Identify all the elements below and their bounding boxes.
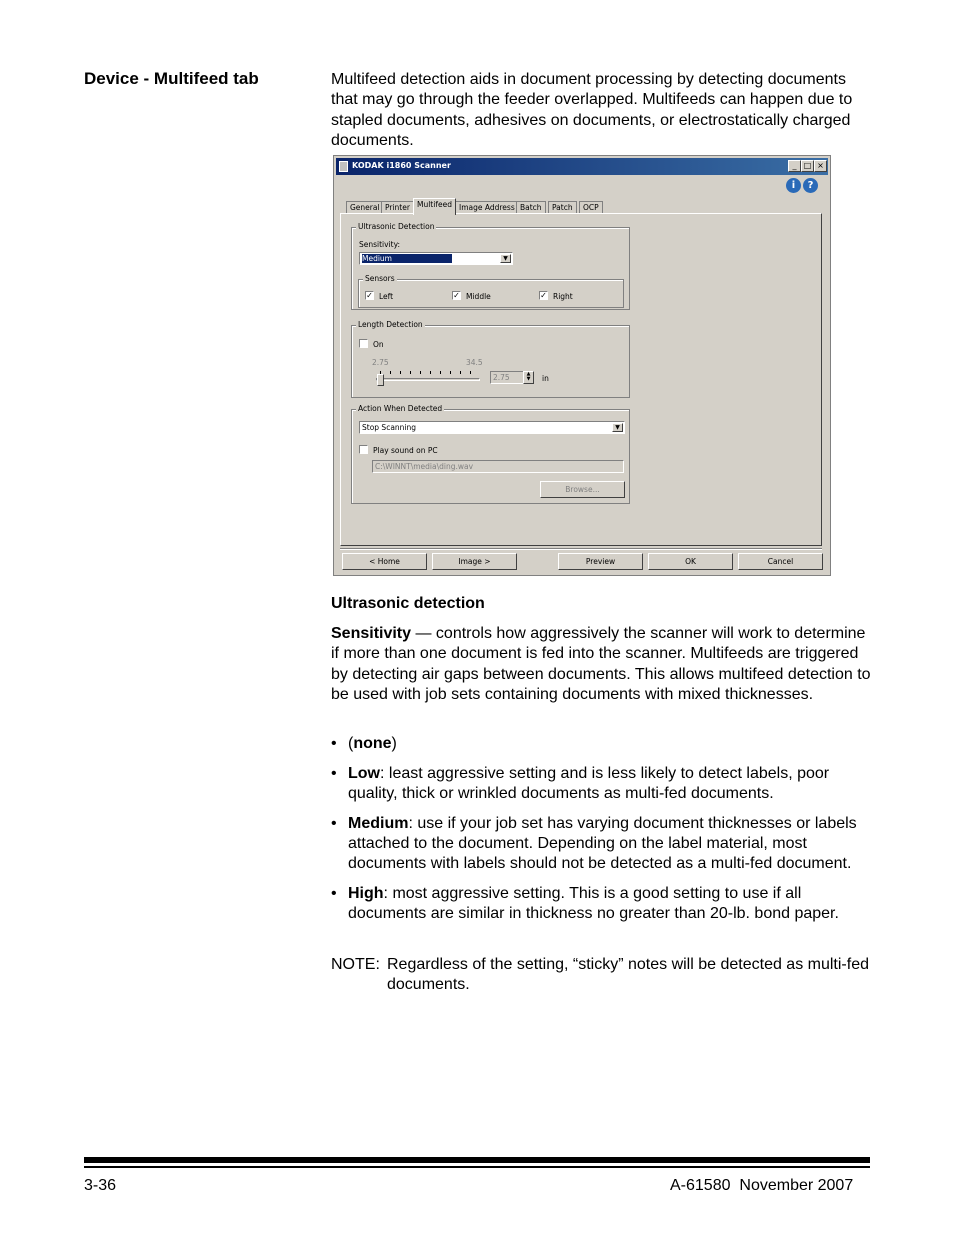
note	[331, 955, 876, 996]
action-when-detected-group	[351, 404, 630, 504]
sensitivity-description: — controls how aggressively the scanner will work to determine if more than one document is fed into the scanner. Multifeeds are triggered by detecting air gaps between documents. This allows multifeed detection to be used with job sets containing documents with mixed thicknesses.	[331, 625, 871, 703]
section-title: Device - Multifeed tab	[84, 69, 259, 88]
sensors-group	[358, 274, 624, 308]
length-slider-thumb[interactable]	[377, 374, 384, 386]
intro-paragraph: Multifeed detection aids in document processing by detecting documents that may go through the feeder overlapped. Multifeeds can happen due to stapled documents, adhesives on documents, or electrostatically charged documents.	[331, 71, 853, 149]
footer-rule-thick	[84, 1157, 870, 1163]
bullet-text: )	[391, 735, 397, 752]
page-number: 3-36	[84, 1177, 117, 1194]
button-separator	[340, 548, 822, 550]
about-icon[interactable]: i	[786, 178, 801, 193]
tab-ocp[interactable]: OCP	[579, 201, 603, 214]
cancel-button[interactable]: Cancel	[738, 553, 823, 570]
action-when-detected-legend: Action When Detected	[358, 404, 443, 413]
action-select[interactable]	[359, 421, 625, 434]
dialog-title: KODAK i1860 Scanner	[352, 161, 451, 170]
bullet: •	[331, 884, 337, 902]
help-icons	[786, 178, 820, 194]
home-button[interactable]: < Home	[342, 553, 427, 570]
footer-rule-thin	[84, 1166, 870, 1168]
action-value: Stop Scanning	[362, 423, 417, 432]
length-detection-group	[351, 320, 630, 398]
bullet-text: : least aggressive setting and is less likely to detect labels, poor quality, thick or wrinkled documents as multi-fed documents.	[348, 764, 830, 802]
tab-panel	[340, 213, 822, 546]
minimize-button[interactable]: _	[788, 160, 801, 172]
bullet: •	[331, 764, 337, 782]
tab-multifeed[interactable]: Multifeed	[413, 198, 456, 215]
tab-image-address[interactable]: Image Address	[455, 201, 519, 214]
scanner-app-icon	[339, 161, 348, 172]
tab-general[interactable]: General	[346, 201, 384, 214]
browse-button[interactable]: Browse...	[540, 481, 625, 498]
length-on-checkbox[interactable]	[359, 339, 368, 348]
ok-button[interactable]: OK	[648, 553, 733, 570]
bullet-text: : use if your job set has varying document thicknesses or labels attached to the document. Depending on the label material, most documents with labels should not be detected as a multi-fed document.	[348, 814, 857, 873]
tab-batch[interactable]: Batch	[516, 201, 546, 214]
list-item	[331, 734, 876, 754]
image-button[interactable]: Image >	[432, 553, 517, 570]
preview-button[interactable]: Preview	[558, 553, 643, 570]
dialog-titlebar	[336, 158, 828, 175]
bullet-term: Low	[348, 764, 380, 782]
chevron-down-icon[interactable]: ▼	[500, 254, 511, 263]
list-item	[331, 764, 876, 805]
length-detection-legend: Length Detection	[358, 320, 423, 329]
sensor-middle-label: Middle	[466, 292, 491, 301]
bullet-term: none	[353, 735, 392, 752]
length-on-label: On	[373, 340, 384, 349]
ultrasonic-detection-legend: Ultrasonic Detection	[358, 222, 435, 231]
slider-ticks	[380, 371, 480, 374]
list-item	[331, 884, 876, 925]
chevron-down-icon[interactable]: ▼	[612, 423, 623, 432]
sensitivity-term: Sensitivity	[331, 625, 412, 642]
length-min-label: 2.75	[372, 358, 389, 367]
sensor-middle-checkbox[interactable]: ✓	[453, 291, 460, 300]
sensitivity-select[interactable]	[359, 252, 513, 265]
maximize-button[interactable]: □	[801, 160, 814, 172]
sound-path-field[interactable]	[372, 460, 624, 473]
sensitivity-value: Medium	[362, 254, 452, 263]
sensor-left-label: Left	[379, 292, 394, 301]
ultrasonic-heading: Ultrasonic detection	[331, 595, 485, 612]
length-value-field[interactable]	[490, 371, 524, 384]
sensitivity-paragraph	[331, 624, 876, 705]
sensors-legend: Sensors	[365, 274, 395, 283]
close-button[interactable]: ×	[814, 160, 827, 172]
bullet-prefix: (	[348, 735, 354, 752]
sound-path: C:\WINNT\media\ding.wav	[375, 462, 474, 471]
bullet-term: Medium	[348, 814, 409, 832]
document-id: A-61580 November 2007	[670, 1177, 854, 1194]
tab-printer[interactable]: Printer	[381, 201, 414, 214]
note-label: NOTE:	[331, 956, 380, 973]
bullet-term: High	[348, 884, 384, 902]
sensor-right-checkbox[interactable]: ✓	[540, 291, 547, 300]
scanner-dialog	[333, 155, 831, 576]
help-icon[interactable]: ?	[803, 178, 818, 193]
sensitivity-options-list	[331, 734, 876, 934]
length-value: 2.75	[493, 373, 510, 382]
bullet: •	[331, 814, 337, 832]
length-max-label: 34.5	[466, 358, 483, 367]
length-spinner[interactable]: ▲ ▼	[523, 371, 534, 384]
bullet-text: : most aggressive setting. This is a good setting to use if all documents are similar in thickness no greater than 20-lb. bond paper.	[348, 884, 839, 923]
length-slider-track[interactable]	[376, 378, 480, 381]
play-sound-checkbox[interactable]	[359, 445, 368, 454]
note-text: Regardless of the setting, “sticky” notes will be detected as multi-fed documents.	[387, 956, 869, 994]
ultrasonic-detection-group	[351, 222, 630, 310]
tab-patch[interactable]: Patch	[548, 201, 577, 214]
list-item	[331, 814, 876, 875]
length-unit: in	[542, 374, 549, 383]
sensitivity-label: Sensitivity:	[359, 240, 401, 249]
sensor-right-label: Right	[553, 292, 573, 301]
bullet: •	[331, 735, 337, 752]
sensor-left-checkbox[interactable]: ✓	[366, 291, 373, 300]
play-sound-label: Play sound on PC	[373, 446, 438, 455]
